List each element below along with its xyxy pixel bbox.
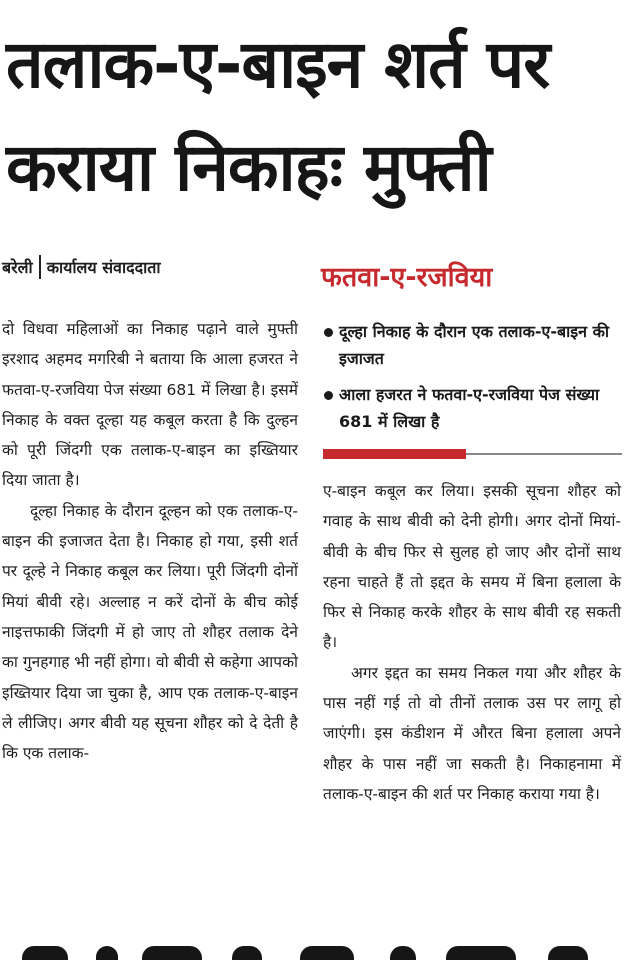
cropped-glyph [300, 946, 354, 960]
cropped-glyph [22, 946, 68, 960]
byline-place: बरेली [2, 258, 33, 277]
article-column-left [2, 314, 298, 768]
article-paragraph: दूल्हा निकाह के दौरान दूल्हन को एक तलाक-ए-बाइन की इजाजत देता है। निकाह हो गया, इसी शर्त पर दूल्हे ने निकाह कबूल कर लिया। पूरी जिंदगी दोनों मियां बीवी रहे। अल्लाह न करें दोनों के बीच कोई नाइत्तफाकी जिंदगी में हो जाए तो शौहर तलाक देने का गुनहगाह भी नहीं होगा। वो बीवी से कहेगा आपको इख्तियार दिया जा चुका है, आप एक तलाक-ए-बाइन ले लीजिए। अगर बीवी यह सूचना शौहर को दे देती है कि एक तलाक- [2, 501, 298, 763]
sidebar-bullet: आला हजरत ने फतवा-ए-रजविया पेज संख्या 681 में लिखा है [323, 381, 623, 435]
cropped-glyph [446, 946, 516, 960]
byline-reporter: कार्यालय संवाददाता [46, 258, 161, 277]
article-column-right [323, 476, 621, 809]
sidebar-title: फतवा-ए-रजविया [321, 262, 493, 293]
cropped-glyph [390, 946, 416, 960]
headline-line-1: तलाक-ए-बाइन शर्त पर [6, 26, 550, 103]
cropped-next-headline [0, 938, 628, 960]
grey-divider-line [466, 453, 622, 455]
sidebar-bullet-list [323, 318, 623, 444]
byline [2, 255, 161, 279]
article-paragraph: अगर इद्दत का समय निकल गया और शौहर के पास नहीं गई तो वो तीनों तलाक उस पर लागू हो जाएंगी। इस कंडीशन में औरत बिना हलाला अपने शौहर के पास नहीं जा सकती है। निकाहनामा में तलाक-ए-बाइन की शर्त पर निकाह कराया गया है। [323, 663, 621, 803]
sidebar-bullet: दूल्हा निकाह के दौरान एक तलाक-ए-बाइन की इजाजत [323, 318, 623, 372]
cropped-glyph [548, 946, 588, 960]
cropped-glyph [232, 946, 262, 960]
byline-divider [39, 255, 41, 279]
cropped-glyph [96, 946, 118, 960]
red-divider-bar [323, 449, 466, 459]
cropped-glyph [142, 946, 202, 960]
headline-line-2: कराया निकाहः मुफ्ती [6, 129, 491, 206]
article-paragraph: दो विधवा महिलाओं का निकाह पढ़ाने वाले मुफ्ती इरशाद अहमद मगरिबी ने बताया कि आला हजरत ने फतवा-ए-रजविया पेज संख्या 681 में लिखा है। इसमें निकाह के वक्त दूल्हा यह कबूल करता है कि दुल्हन को पूरी जिंदगी एक तलाक-ए-बाइन का इख्तियार दिया जाता है। [2, 320, 298, 490]
article-paragraph: ए-बाइन कबूल कर लिया। इसकी सूचना शौहर को गवाह के साथ बीवी को देनी होगी। अगर दोनों मियां-बीवी के बीच फिर से सुलह हो जाए और दोनों साथ रहना चाहते हैं तो इद्दत के समय में बिना हलाला के फिर से निकाह करके शौहर के साथ बीवी रह सकती है। [323, 482, 621, 652]
